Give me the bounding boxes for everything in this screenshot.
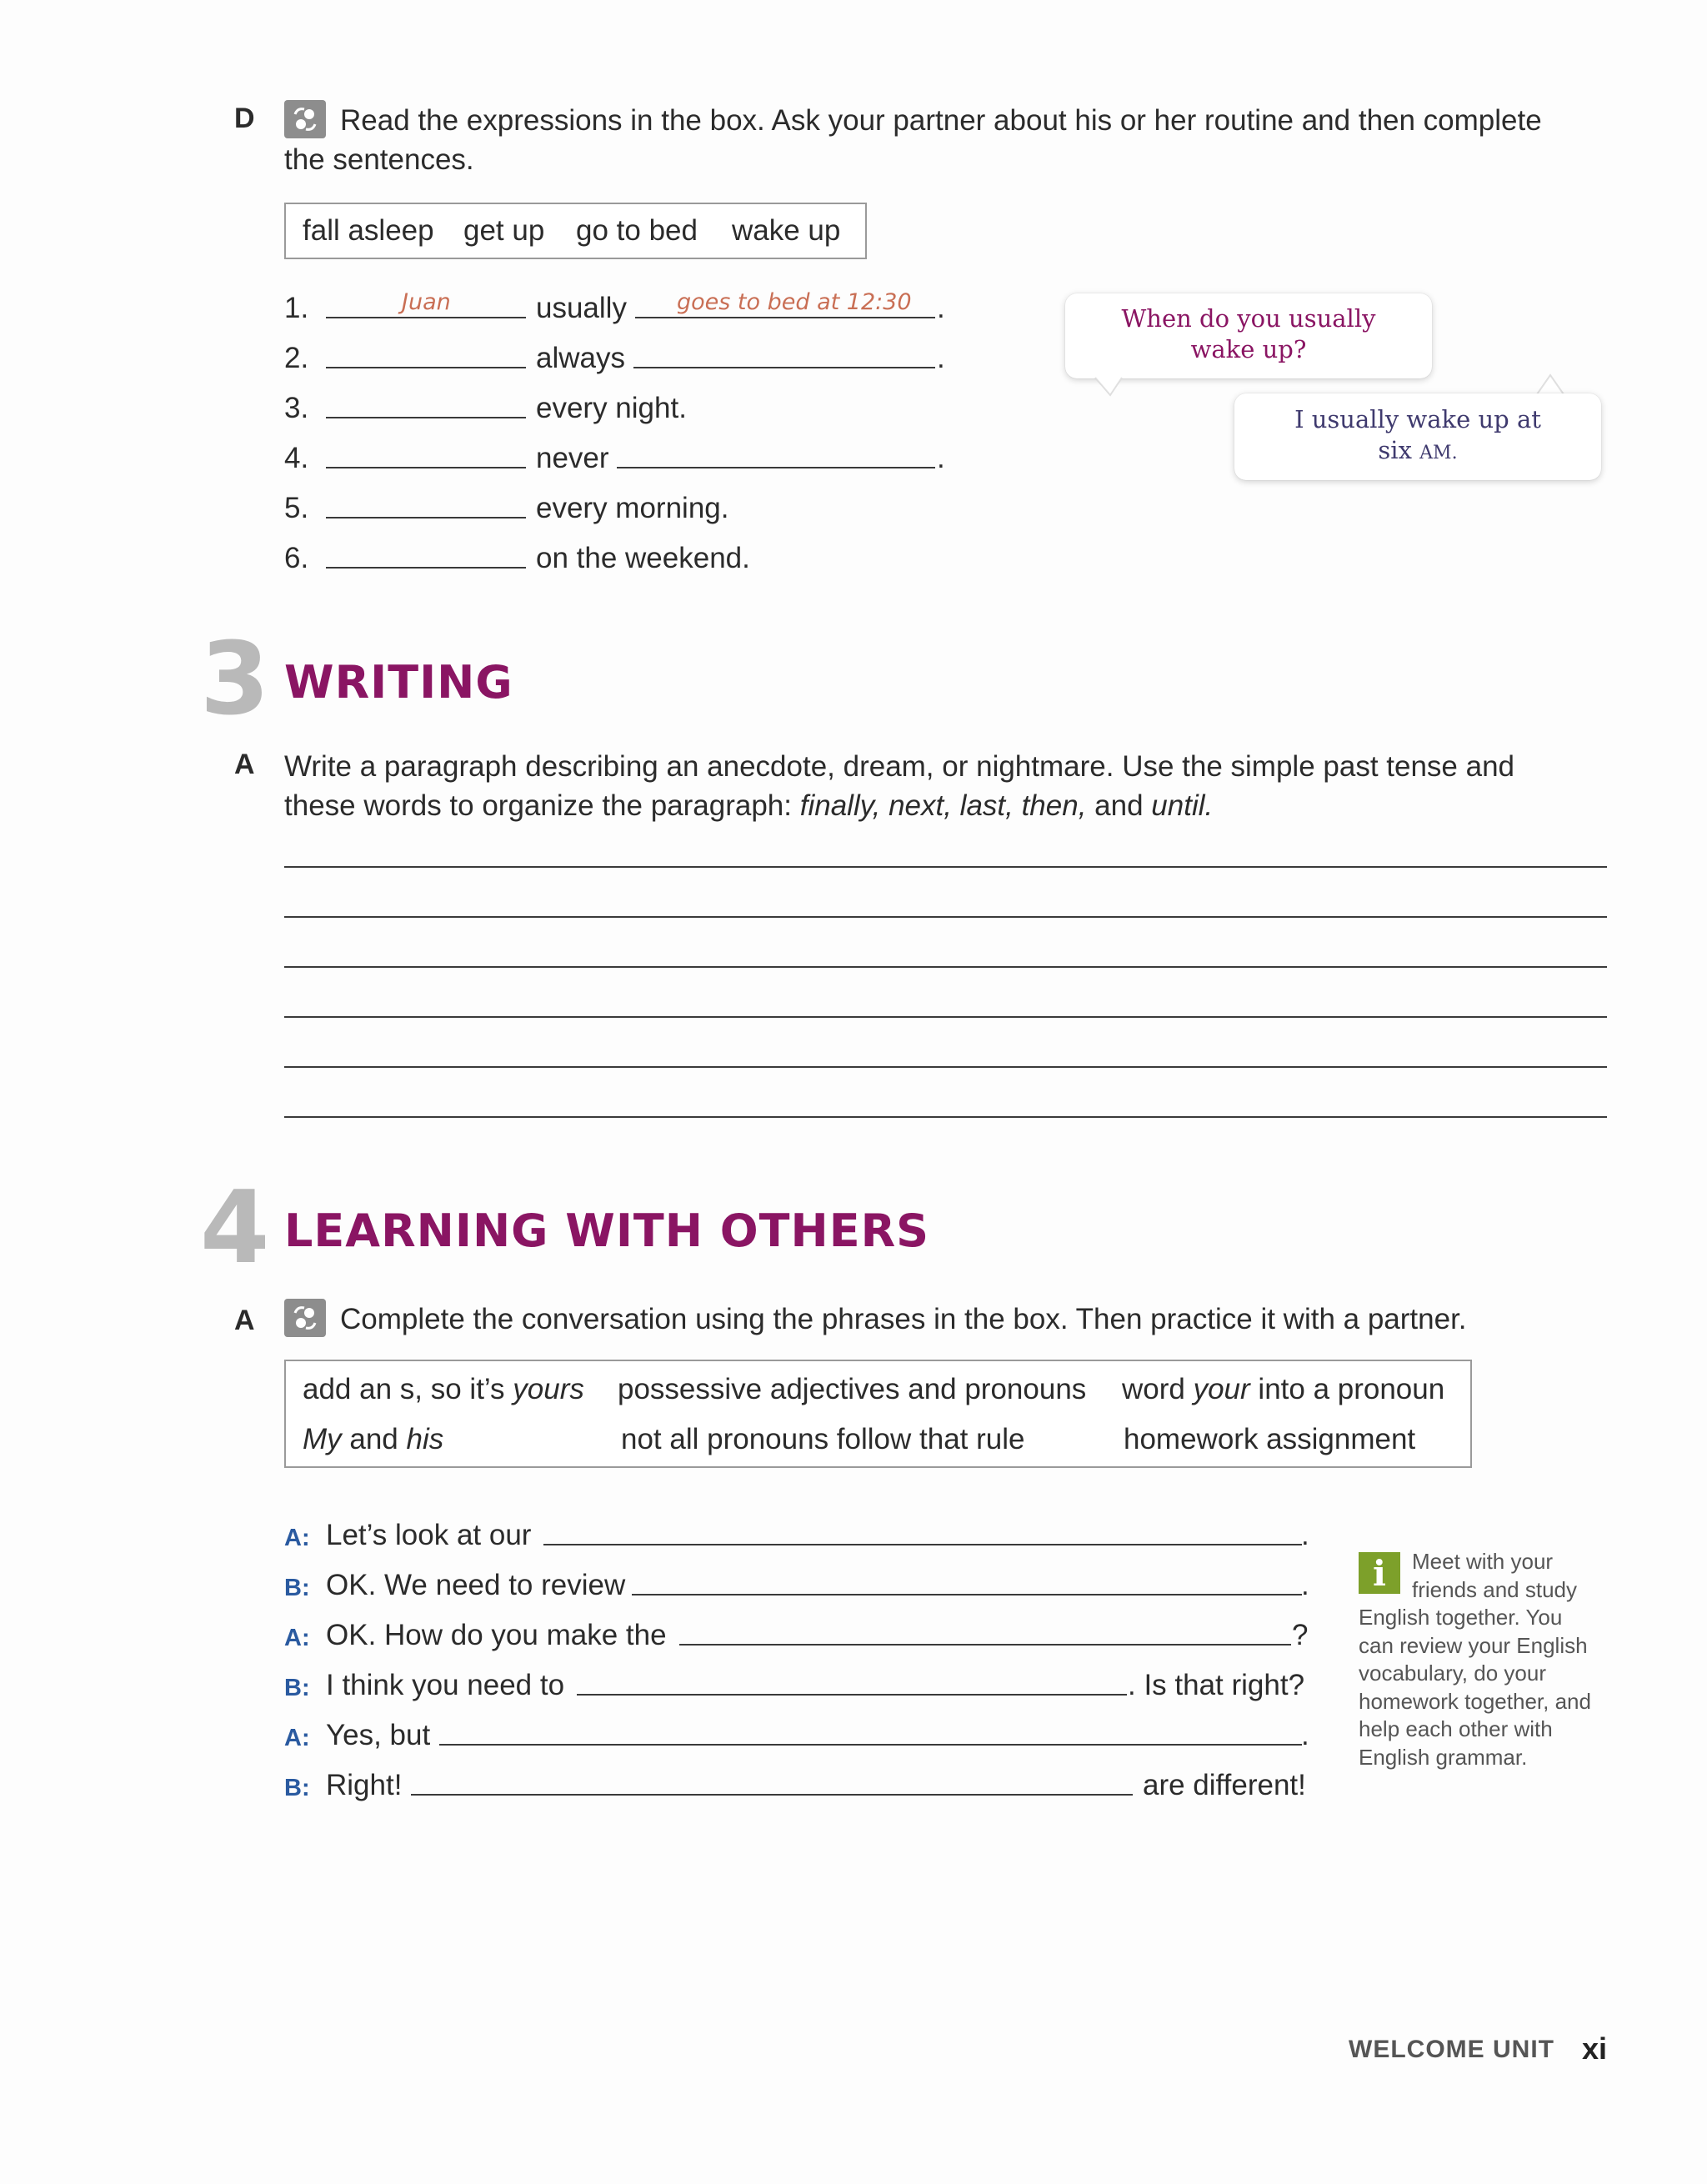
answer-blank[interactable] [326, 467, 526, 468]
box-phrase-text: word [1122, 1373, 1194, 1405]
speaker-label: B: [284, 1575, 310, 1601]
bubble-text-small-caps: AM. [1419, 443, 1458, 463]
bubble-text-line: six [1378, 436, 1420, 464]
page-number: xi [1582, 2031, 1608, 2066]
box-word: wake up [732, 214, 841, 247]
writing-line[interactable] [284, 1016, 1607, 1018]
section-heading-writing: WRITING [284, 656, 513, 709]
box-phrase [1122, 1373, 1444, 1406]
bubble-tail [1092, 377, 1125, 402]
item-end: . [937, 292, 945, 324]
conversation-end: ? [1292, 1619, 1309, 1651]
item-text: always [536, 342, 625, 374]
writing-line[interactable] [284, 866, 1607, 868]
tip-line: friends and study [1412, 1576, 1578, 1602]
pair-work-icon [284, 1299, 326, 1337]
conversation-text: Let’s look at our [326, 1519, 532, 1551]
expression-box [284, 203, 867, 259]
conversation-end: . [1301, 1519, 1309, 1551]
conversation-end: . [1301, 1719, 1309, 1751]
conversation-text: I think you need to [326, 1669, 565, 1701]
answer-blank[interactable] [326, 567, 526, 569]
item-text: usually [536, 292, 627, 324]
phrase-box [284, 1360, 1472, 1468]
exercise-letter-a: A [234, 1305, 255, 1336]
speaker-label: B: [284, 1675, 310, 1701]
box-phrase: homework assignment [1124, 1423, 1416, 1455]
item-text: every night. [536, 392, 687, 424]
box-phrase-italic: your [1193, 1373, 1250, 1405]
conversation-blank[interactable] [632, 1594, 1302, 1595]
box-phrase: possessive adjectives and pronouns [618, 1373, 1087, 1405]
bubble-tail [1534, 372, 1567, 395]
speaker-label: A: [284, 1525, 310, 1551]
box-phrase [303, 1423, 443, 1456]
box-phrase: not all pronouns follow that rule [621, 1423, 1025, 1455]
box-phrase-text: into a pronoun [1249, 1373, 1445, 1405]
answer-blank[interactable] [326, 367, 526, 368]
exercise-letter-d: D [234, 103, 255, 134]
footer-unit: WELCOME UNIT [1349, 2036, 1554, 2063]
speech-bubble-answer [1234, 393, 1601, 480]
instruction-d-line1: Read the expressions in the box. Ask your partner about his or her routine and then complete [340, 104, 1542, 137]
item-number: 5. [284, 492, 309, 524]
box-word: go to bed [576, 214, 698, 247]
tip-line: English grammar. [1359, 1744, 1528, 1770]
writing-line[interactable] [284, 1066, 1607, 1068]
conversation-end: are different! [1143, 1769, 1306, 1801]
instruction-italic: finally, next, last, then, [799, 789, 1087, 822]
tip-line: can review your English [1359, 1632, 1588, 1658]
answer-blank[interactable] [635, 317, 935, 318]
box-phrase-text: and [341, 1423, 407, 1455]
item-end: . [937, 342, 945, 374]
writing-line[interactable] [284, 966, 1607, 968]
conversation-text: Yes, but [326, 1719, 431, 1751]
box-word: fall asleep [303, 214, 434, 247]
conversation-blank[interactable] [439, 1744, 1302, 1746]
bubble-text-line: When do you usually [1121, 304, 1376, 333]
study-tip [1359, 1548, 1609, 1771]
section-heading-learning: LEARNING WITH OTHERS [284, 1205, 930, 1257]
tip-line: help each other with [1359, 1716, 1553, 1741]
conversation-end: . [1301, 1569, 1309, 1601]
item-text: on the weekend. [536, 542, 750, 574]
item-number: 1. [284, 292, 309, 324]
handwritten-answer: goes to bed at 12:30 [677, 289, 912, 315]
answer-blank[interactable] [617, 467, 935, 468]
conversation-text: OK. We need to review [326, 1569, 626, 1601]
conversation-blank[interactable] [577, 1694, 1127, 1696]
conversation-text: Right! [326, 1769, 403, 1801]
tip-line: homework together, and [1359, 1688, 1591, 1714]
section-number-4: 4 [200, 1170, 267, 1286]
instruction-text: and [1086, 789, 1152, 822]
box-word: get up [463, 214, 545, 247]
speech-bubble-question [1065, 293, 1432, 378]
handwritten-answer: Juan [402, 289, 451, 315]
answer-blank[interactable] [326, 417, 526, 418]
section-number-3: 3 [200, 622, 267, 738]
answer-blank[interactable] [326, 517, 526, 518]
speaker-label: A: [284, 1625, 310, 1651]
instruction-text: these words to organize the paragraph: [284, 789, 800, 822]
writing-line[interactable] [284, 916, 1607, 918]
exercise-letter-a: A [234, 749, 255, 780]
tip-line: Meet with your [1412, 1549, 1554, 1574]
instruction-4a: Complete the conversation using the phrases in the box. Then practice it with a partner. [340, 1303, 1467, 1335]
conversation-end: . Is that right? [1128, 1669, 1305, 1701]
box-phrase-italic: My [303, 1423, 342, 1455]
box-phrase-italic: his [406, 1423, 444, 1455]
item-number: 2. [284, 342, 309, 374]
item-text: never [536, 442, 609, 474]
answer-blank[interactable] [326, 317, 526, 318]
item-number: 4. [284, 442, 309, 474]
speaker-label: B: [284, 1775, 310, 1801]
writing-line[interactable] [284, 1116, 1607, 1118]
box-phrase-italic: yours [513, 1373, 584, 1405]
box-phrase-text: add an s, so it’s [303, 1373, 513, 1405]
conversation-blank[interactable] [411, 1794, 1133, 1796]
bubble-text-line: wake up? [1190, 335, 1307, 363]
instruction-3a-line2 [284, 786, 1213, 826]
box-phrase [303, 1373, 584, 1406]
tip-line: vocabulary, do your [1359, 1661, 1546, 1686]
item-end: . [937, 442, 945, 474]
bubble-text-line: I usually wake up at [1294, 405, 1541, 433]
tip-line: English together. You [1359, 1605, 1563, 1630]
info-icon: i [1359, 1552, 1400, 1594]
instruction-3a-line1: Write a paragraph describing an anecdote, dream, or nightmare. Use the simple past tense and [284, 750, 1515, 783]
conversation-blank[interactable] [543, 1544, 1302, 1545]
item-number: 3. [284, 392, 309, 424]
conversation-blank[interactable] [679, 1644, 1291, 1646]
pair-work-icon [284, 100, 326, 138]
item-number: 6. [284, 542, 309, 574]
instruction-d-line2: the sentences. [284, 143, 474, 176]
item-text: every morning. [536, 492, 729, 524]
conversation-text: OK. How do you make the [326, 1619, 667, 1651]
answer-blank[interactable] [633, 367, 935, 368]
instruction-italic: until. [1151, 789, 1214, 822]
speaker-label: A: [284, 1725, 310, 1751]
